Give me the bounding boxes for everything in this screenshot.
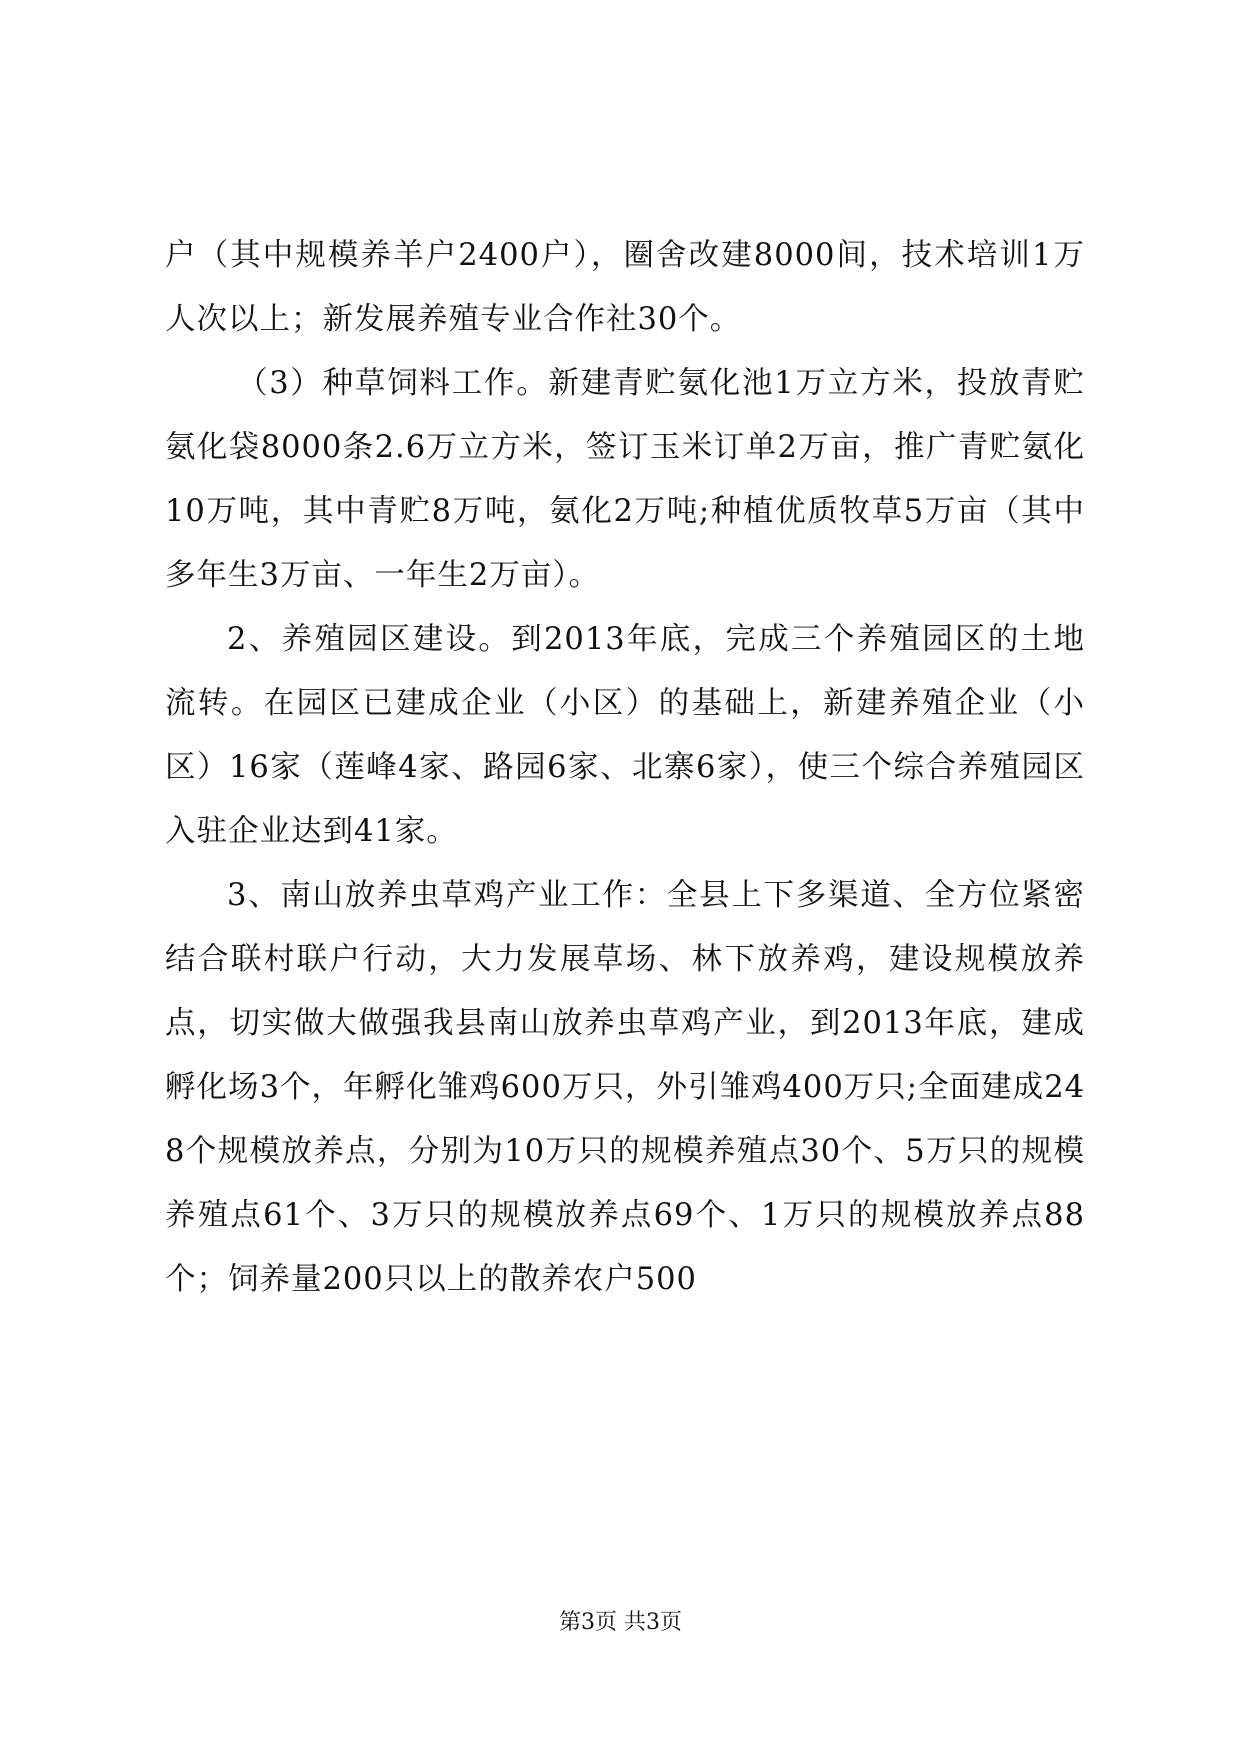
paragraph-park-construction: 2、养殖园区建设。到2013年底，完成三个养殖园区的土地流转。在园区已建成企业（小区）的基础上，新建养殖企业（小区）16家（莲峰4家、路园6家、北寨6家），使三个综合养殖园区入驻企业达到41家。 [165,622,1085,849]
paragraph-livestock-continuation: 户（其中规模养羊户2400户），圈舍改建8000间，技术培训1万人次以上；新发展养殖专业合作社30个。 [165,238,1085,337]
paragraph-forage-work: （3）种草饲料工作。新建青贮氨化池1万立方米，投放青贮氨化袋8000条2.6万立方米，签订玉米订单2万亩，推广青贮氨化10万吨，其中青贮8万吨，氨化2万吨;种植优质牧草5万亩（其中多年生3万亩、一年生2万亩）。 [165,366,1085,593]
paragraph-chicken-industry: 3、南山放养虫草鸡产业工作：全县上下多渠道、全方位紧密结合联村联户行动，大力发展草场、林下放养鸡，建设规模放养点，切实做大做强我县南山放养虫草鸡产业，到2013年底，建成孵化场3个，年孵化雏鸡600万只，外引雏鸡400万只;全面建成248个规模放养点，分别为10万只的规模养殖点30个、5万只的规模养殖点61个、3万只的规模放养点69个、1万只的规模放养点88个；饲养量200只以上的散养农户500 [165,878,1085,1297]
document-body [165,224,1085,1312]
page-number-footer: 第3页 共3页 [559,1610,682,1635]
